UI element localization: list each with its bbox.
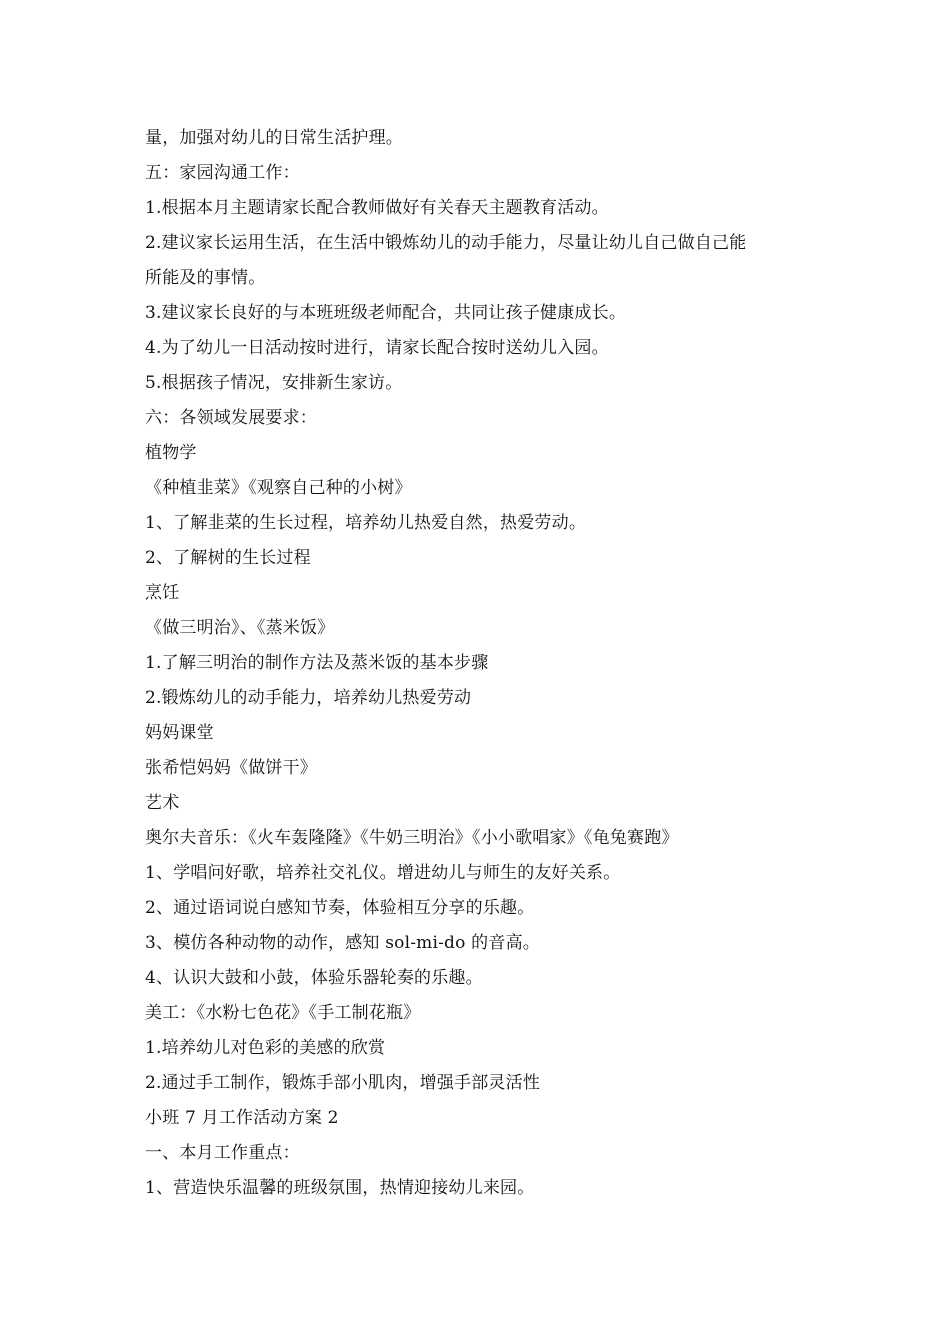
text-line: 1、学唱问好歌，培养社交礼仪。增进幼儿与师生的友好关系。 <box>145 863 621 883</box>
text-line: 2、了解树的生长过程 <box>145 548 311 568</box>
text-line: 1、了解韭菜的生长过程，培养幼儿热爱自然，热爱劳动。 <box>145 513 587 533</box>
text-line: 4、认识大鼓和小鼓，体验乐器轮奏的乐趣。 <box>145 968 483 988</box>
text-line: 所能及的事情。 <box>145 268 266 288</box>
text-line: 《种植韭菜》《观察自己种的小树》 <box>145 478 412 498</box>
text-line: 1.根据本月主题请家长配合教师做好有关春天主题教育活动。 <box>145 198 609 218</box>
text-line: 张希恺妈妈《做饼干》 <box>145 758 317 778</box>
document-title: 小班 7 月工作活动方案 2 <box>145 1108 339 1128</box>
section-heading: 六：各领域发展要求： <box>145 408 317 428</box>
text-line: 2.建议家长运用生活，在生活中锻炼幼儿的动手能力，尽量让幼儿自己做自己能 <box>145 233 747 253</box>
text-line: 2、通过语词说白感知节奏，体验相互分享的乐趣。 <box>145 898 535 918</box>
subsection-heading: 妈妈课堂 <box>145 723 214 743</box>
text-line: 2.锻炼幼儿的动手能力，培养幼儿热爱劳动 <box>145 688 472 708</box>
section-heading: 一、本月工作重点： <box>145 1143 300 1163</box>
text-line: 量，加强对幼儿的日常生活护理。 <box>145 128 403 148</box>
text-line: 1.了解三明治的制作方法及蒸米饭的基本步骤 <box>145 653 489 673</box>
document-body <box>145 121 825 1206</box>
text-line: 5.根据孩子情况，安排新生家访。 <box>145 373 403 393</box>
text-line: 4.为了幼儿一日活动按时进行，请家长配合按时送幼儿入园。 <box>145 338 609 358</box>
text-line: 美工：《水粉七色花》《手工制花瓶》 <box>145 1003 421 1023</box>
text-line: 奥尔夫音乐：《火车轰隆隆》《牛奶三明治》《小小歌唱家》《龟兔赛跑》 <box>145 828 679 848</box>
section-heading: 五：家园沟通工作： <box>145 163 300 183</box>
subsection-heading: 艺术 <box>145 793 180 813</box>
text-line: 1、营造快乐温馨的班级氛围，热情迎接幼儿来园。 <box>145 1178 535 1198</box>
text-line: 《做三明治》、《蒸米饭》 <box>145 618 335 638</box>
text-line: 3.建议家长良好的与本班班级老师配合，共同让孩子健康成长。 <box>145 303 627 323</box>
text-line: 3、模仿各种动物的动作，感知 sol-mi-do 的音高。 <box>145 933 540 953</box>
text-line: 2.通过手工制作，锻炼手部小肌肉，增强手部灵活性 <box>145 1073 541 1093</box>
subsection-heading: 植物学 <box>145 443 197 463</box>
text-line: 1.培养幼儿对色彩的美感的欣赏 <box>145 1038 386 1058</box>
subsection-heading: 烹饪 <box>145 583 180 603</box>
